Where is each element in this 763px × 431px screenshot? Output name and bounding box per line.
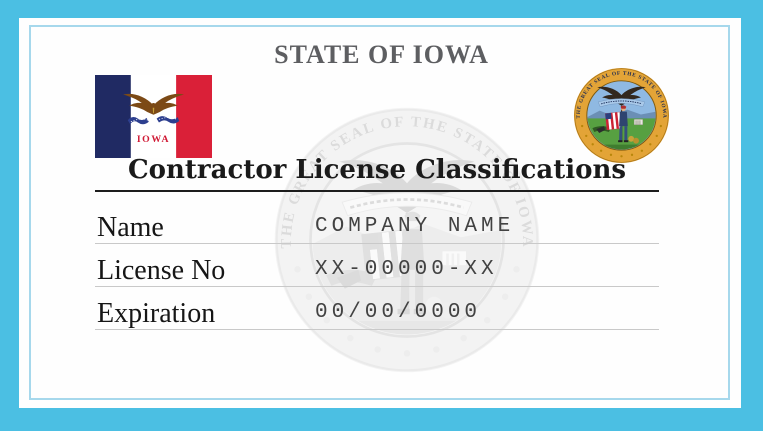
- license-heading: Contractor License Classifications: [127, 155, 626, 185]
- field-row-license-no: [95, 248, 659, 287]
- field-row-expiration: [95, 291, 659, 330]
- license-no-value: XX-00000-XX: [315, 258, 498, 281]
- expiration-value: 00/00/0000: [315, 301, 482, 324]
- iowa-flag-icon: [95, 75, 212, 158]
- expiration-label: Expiration: [97, 298, 216, 329]
- name-label: Name: [97, 212, 164, 243]
- name-value: COMPANY NAME: [315, 215, 515, 238]
- iowa-state-seal-icon: [573, 67, 670, 164]
- card-title: STATE OF IOWA: [274, 40, 489, 69]
- field-row-name: [95, 205, 659, 244]
- flag-caption: IOWA: [136, 134, 171, 146]
- license-no-label: License No: [97, 255, 226, 286]
- heading-rule: [95, 190, 659, 192]
